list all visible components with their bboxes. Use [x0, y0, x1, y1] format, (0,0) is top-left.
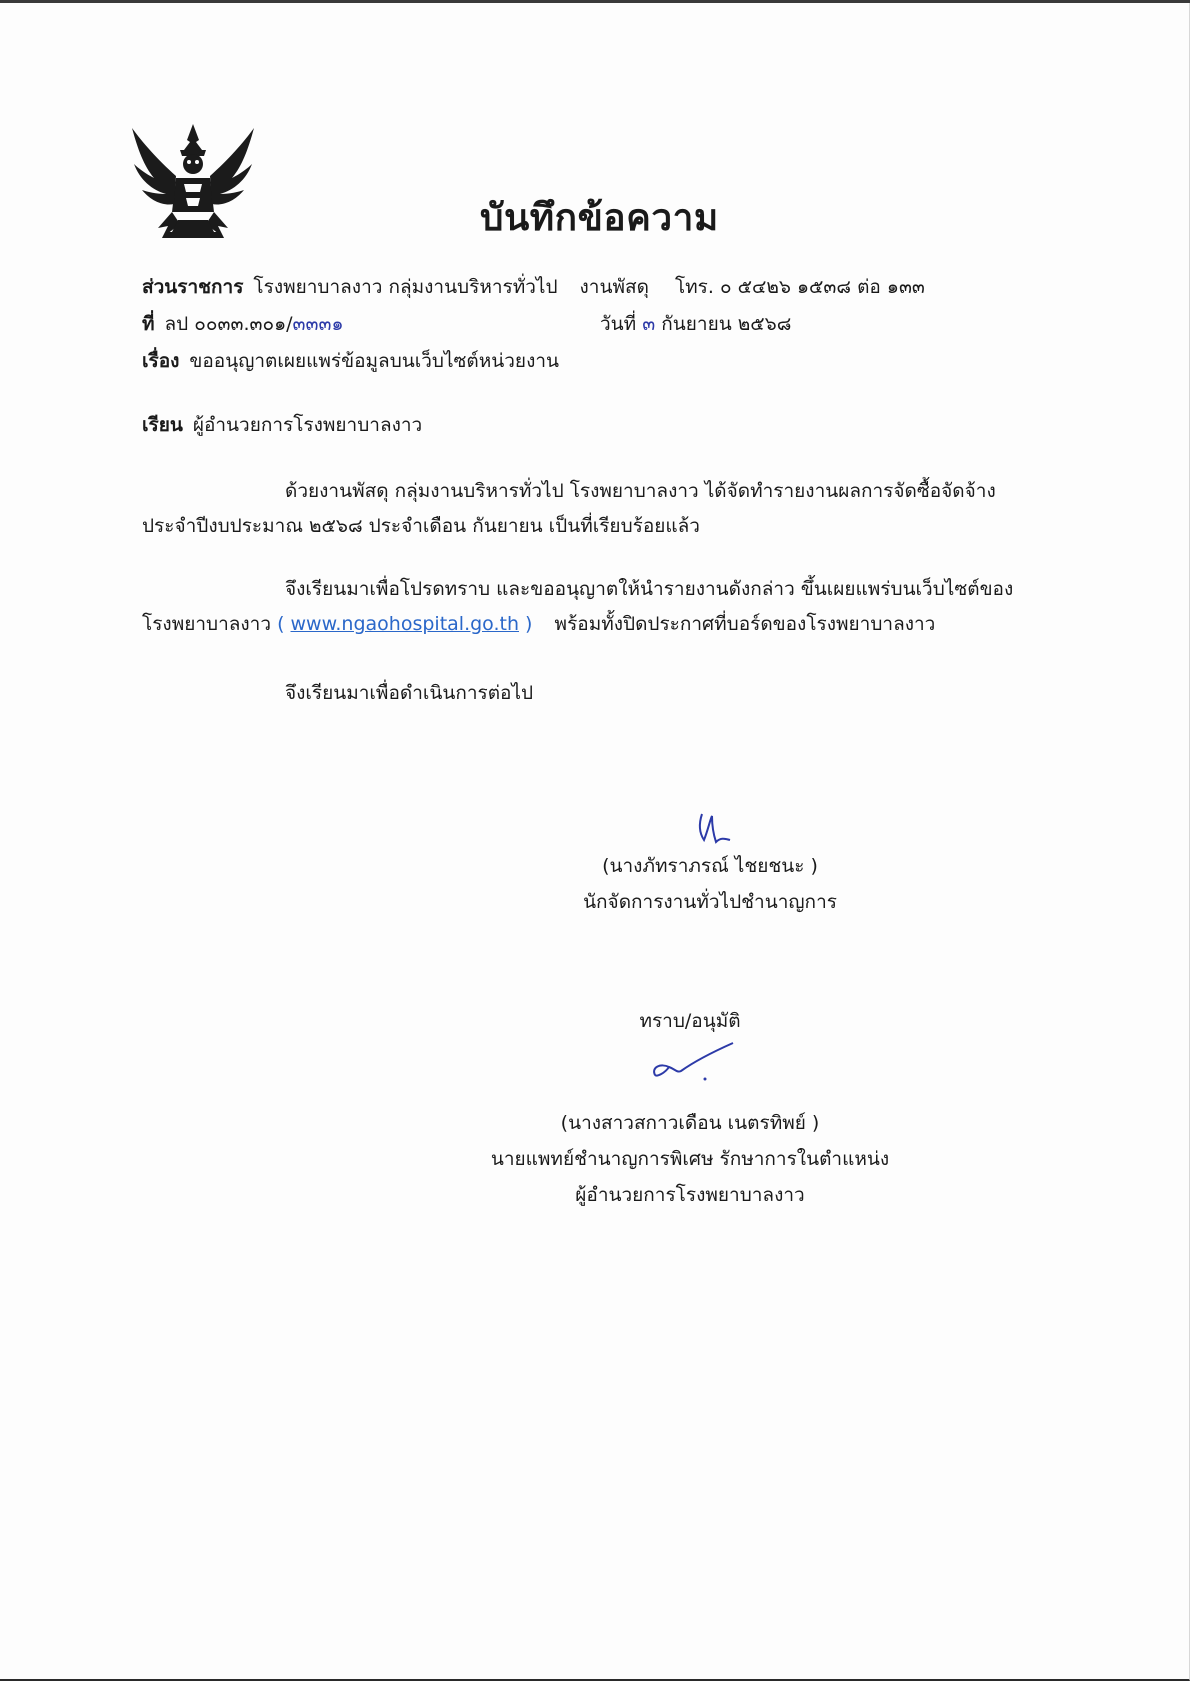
date-month-year: กันยายน ๒๕๖๘: [661, 313, 792, 335]
approver-position-2: ผู้อำนวยการโรงพยาบาลงาว: [575, 1184, 805, 1206]
signer-1-block: [540, 808, 880, 920]
body-paragraph-3: [142, 676, 1092, 711]
paren-open: (: [277, 613, 291, 635]
agency-phone: โทร. ๐ ๕๔๒๖ ๑๕๓๘ ต่อ ๑๓๓: [674, 276, 925, 298]
memo-title: บันทึกข้อความ: [480, 196, 719, 239]
reference-number: ๓๓๓๑: [292, 313, 344, 335]
signature-2-icon: [635, 1039, 745, 1087]
approval-block: [480, 1003, 900, 1213]
signature-1-icon: [680, 808, 740, 848]
para1-line2: ประจำปีงบประมาณ ๒๕๖๘ ประจำเดือน กันยายน เป็นที่เรียบร้อยแล้ว: [142, 515, 700, 537]
approver-name: (นางสาวสกาวเดือน เนตรทิพย์ ): [560, 1112, 820, 1134]
agency-section: งานพัสดุ: [579, 276, 649, 298]
salutation-value: ผู้อำนวยการโรงพยาบาลงาว: [192, 414, 423, 436]
signer-1-name: (นางภัทราภรณ์ ไชยชนะ ): [602, 855, 818, 877]
reference-label: ที่: [142, 313, 155, 335]
para2-line2-end: พร้อมทั้งปิดประกาศที่บอร์ดของโรงพยาบาลงาว: [554, 613, 936, 635]
paren-close: ): [519, 613, 533, 635]
para2-line2-start: โรงพยาบาลงาว: [142, 613, 272, 635]
para3-text: จึงเรียนมาเพื่อดำเนินการต่อไป: [285, 682, 534, 704]
reference-prefix: ลป ๐๐๓๓.๓๐๑/: [164, 313, 293, 335]
subject-label: เรื่อง: [142, 350, 180, 372]
body-paragraph-2: [142, 572, 1092, 642]
salutation-line: [142, 410, 422, 440]
website-link[interactable]: www.ngaohospital.go.th: [290, 613, 519, 635]
agency-line: [142, 272, 925, 302]
agency-label: ส่วนราชการ: [142, 276, 244, 298]
reference-line: [142, 309, 344, 339]
date-day: ๓: [642, 313, 656, 335]
approval-label: ทราบ/อนุมัติ: [639, 1010, 741, 1032]
subject-value: ขออนุญาตเผยแพร่ข้อมูลบนเว็บไซต์หน่วยงาน: [189, 350, 559, 372]
signer-1-position: นักจัดการงานทั่วไปชำนาญการ: [583, 891, 837, 913]
subject-line: [142, 346, 559, 376]
agency-value: โรงพยาบาลงาว กลุ่มงานบริหารทั่วไป: [253, 276, 558, 298]
body-paragraph-1: [142, 474, 1092, 544]
garuda-emblem-icon: [128, 120, 258, 245]
date-label: วันที่: [600, 313, 637, 335]
date-line: [600, 309, 791, 339]
para1-line1: ด้วยงานพัสดุ กลุ่มงานบริหารทั่วไป โรงพยาบาลงาว ได้จัดทำรายงานผลการจัดซื้อจัดจ้าง: [285, 480, 996, 502]
scan-edge: [0, 0, 1190, 3]
approver-position-1: นายแพทย์ชำนาญการพิเศษ รักษาการในตำแหน่ง: [490, 1148, 890, 1170]
para2-line1: จึงเรียนมาเพื่อโปรดทราบ และขออนุญาตให้นำรายงานดังกล่าว ขึ้นเผยแพร่บนเว็บไซต์ของ: [285, 578, 1014, 600]
salutation-label: เรียน: [142, 414, 183, 436]
